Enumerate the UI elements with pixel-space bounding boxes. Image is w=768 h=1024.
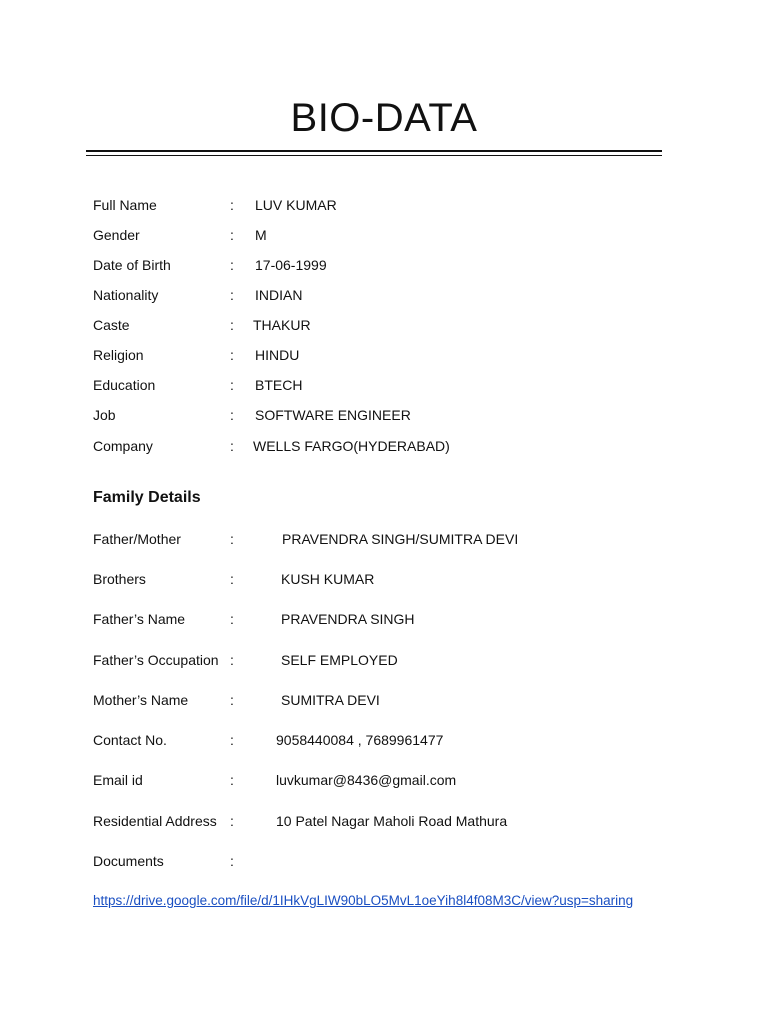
field-label: Father’s Occupation <box>93 652 219 668</box>
field-label: Email id <box>93 772 143 788</box>
field-value: LUV KUMAR <box>255 197 337 213</box>
field-value: SUMITRA DEVI <box>281 692 380 708</box>
field-label: Full Name <box>93 197 157 213</box>
field-value: THAKUR <box>253 317 311 333</box>
field-separator: : <box>230 853 234 869</box>
field-label: Gender <box>93 227 140 243</box>
field-separator: : <box>230 347 234 363</box>
family-details-heading: Family Details <box>93 489 201 506</box>
field-value: HINDU <box>255 347 300 363</box>
field-separator: : <box>230 692 234 708</box>
field-separator: : <box>230 317 234 333</box>
field-label: Job <box>93 407 116 423</box>
field-value: 9058440084 , 7689961477 <box>276 732 444 748</box>
field-label: Education <box>93 377 156 393</box>
field-value: PRAVENDRA SINGH/SUMITRA DEVI <box>282 531 519 547</box>
field-separator: : <box>230 611 234 627</box>
field-separator: : <box>230 571 234 587</box>
field-label: Contact No. <box>93 732 167 748</box>
field-value: PRAVENDRA SINGH <box>281 611 415 627</box>
field-value: 10 Patel Nagar Maholi Road Mathura <box>276 813 508 829</box>
field-separator: : <box>230 732 234 748</box>
field-label: Date of Birth <box>93 257 171 273</box>
field-separator: : <box>230 257 234 273</box>
documents-link[interactable]: https://drive.google.com/file/d/1IHkVgLIW90bLO5MvL1oeYih8l4f08M3C/view?usp=sharing <box>93 893 634 908</box>
field-separator: : <box>230 377 234 393</box>
title-divider-thick <box>86 150 662 152</box>
field-value: SELF EMPLOYED <box>281 652 398 668</box>
field-label: Nationality <box>93 287 159 303</box>
field-value: SOFTWARE ENGINEER <box>255 407 411 423</box>
field-label: Religion <box>93 347 144 363</box>
field-separator: : <box>230 227 234 243</box>
field-separator: : <box>230 438 234 454</box>
field-label: Caste <box>93 317 130 333</box>
field-label: Company <box>93 438 153 454</box>
field-separator: : <box>230 407 234 423</box>
field-value: BTECH <box>255 377 303 393</box>
field-separator: : <box>230 287 234 303</box>
page-title: BIO-DATA <box>290 96 478 140</box>
field-value: INDIAN <box>255 287 303 303</box>
field-label: Documents <box>93 853 164 869</box>
field-value: KUSH KUMAR <box>281 571 375 587</box>
field-label: Father/Mother <box>93 531 181 547</box>
field-separator: : <box>230 652 234 668</box>
title-divider-thin <box>86 155 662 156</box>
field-separator: : <box>230 772 234 788</box>
field-separator: : <box>230 197 234 213</box>
field-label: Father’s Name <box>93 611 186 627</box>
field-value: 17-06-1999 <box>255 257 327 273</box>
field-label: Brothers <box>93 571 146 587</box>
field-label: Mother’s Name <box>93 692 189 708</box>
field-separator: : <box>230 813 234 829</box>
field-value: luvkumar@8436@gmail.com <box>276 772 457 788</box>
field-label: Residential Address <box>93 813 217 829</box>
field-separator: : <box>230 531 234 547</box>
field-value: M <box>255 227 267 243</box>
field-value: WELLS FARGO(HYDERABAD) <box>253 438 450 454</box>
